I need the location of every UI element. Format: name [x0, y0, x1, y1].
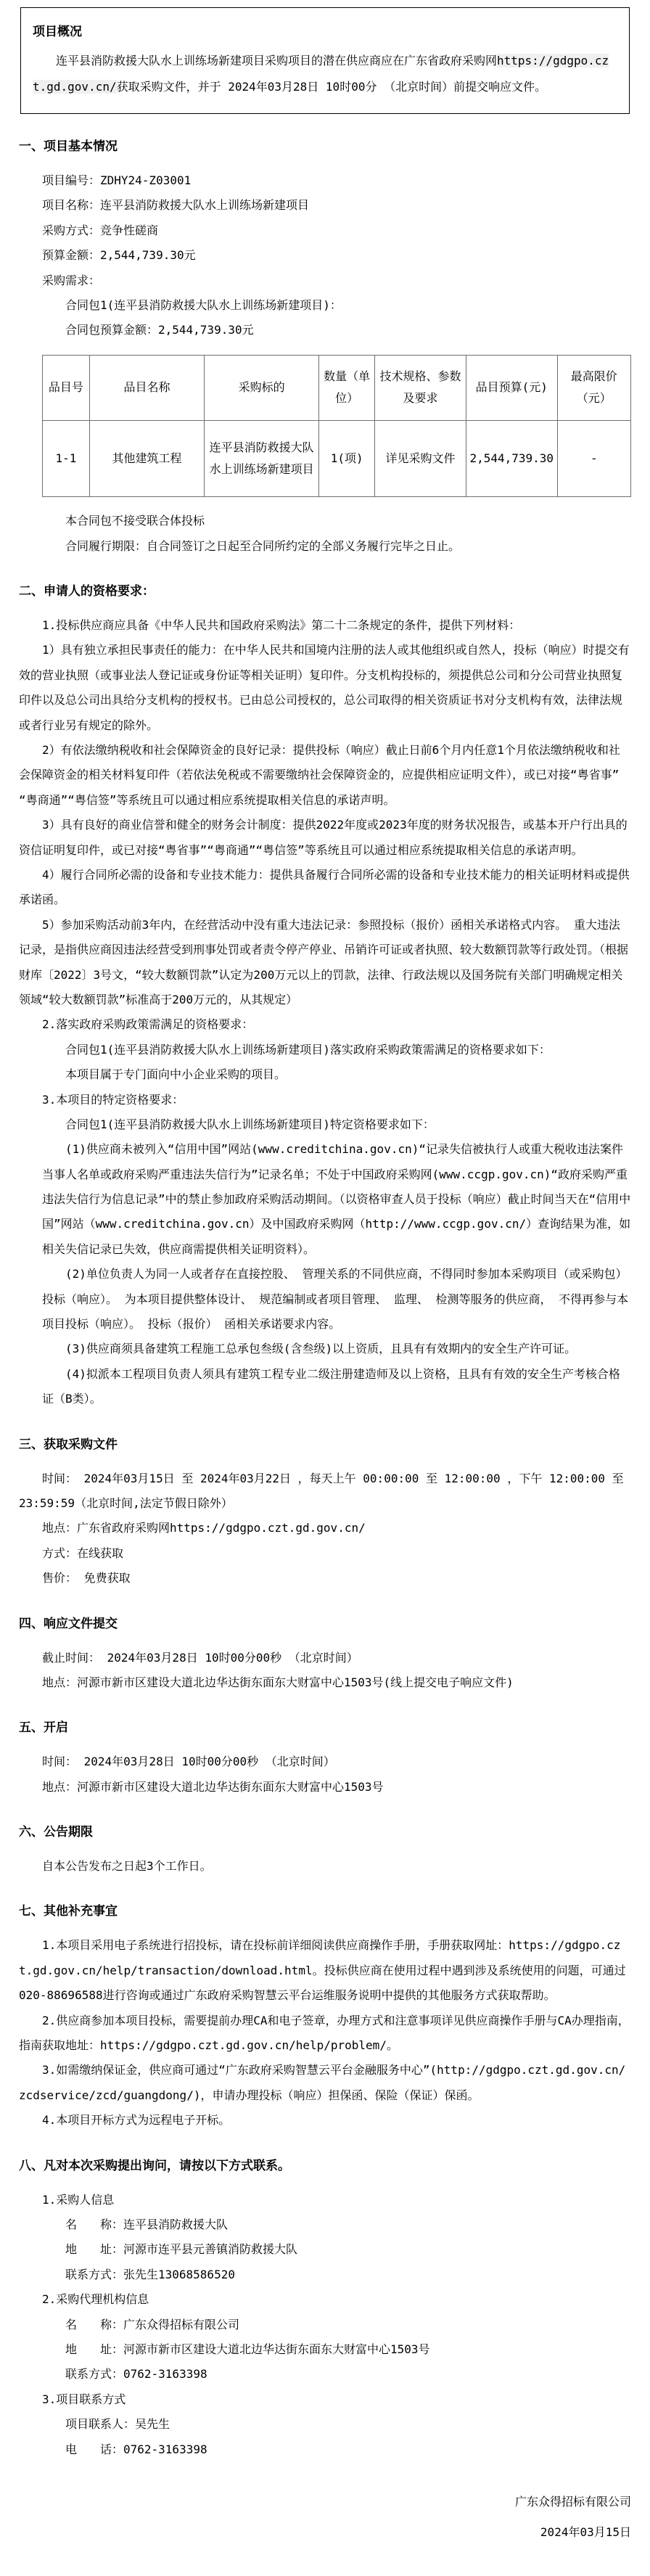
overview-title: 项目概况 [33, 25, 82, 39]
paragraph: 2）有依法缴纳税收和社会保障资金的良好记录：提供投标（响应）截止日前6个月内任意1个月依法缴纳税收和社会保障资金的相关材料复印件（若依法免税或不需要缴纳社会保障资金的，应提供相应证明文件），或已对接“粤省事”“粤商通”“粤信签”等系统且可以通过相应系统提取相关信息的承诺声明。 [19, 743, 620, 807]
section-heading: 一、项目基本情况 [19, 139, 118, 154]
overview-text [33, 48, 617, 100]
paragraph: 3.项目联系方式 [42, 2392, 126, 2406]
paragraph: 合同包1(连平县消防救援大队水上训练场新建项目)特定资格要求如下： [65, 1117, 435, 1131]
paragraph: 4）履行合同所必需的设备和专业技术能力：提供具备履行合同所必需的设备和专业技术能力的相关证明材料或提供承诺函。 [19, 867, 630, 907]
paragraph: 截止时间： 2024年03月28日 10时00分00秒 （北京时间） [42, 1650, 358, 1665]
table-header-row [43, 355, 631, 420]
paragraph: 采购需求： [42, 273, 101, 287]
overview-url: https://gdgpo.czt.gd.gov.cn/ [33, 54, 609, 94]
paragraph: 项目编号：ZDHY24-Z03001 [42, 173, 192, 187]
table-body [43, 420, 631, 497]
table-header-cell: 品目号 [43, 355, 90, 420]
paragraph: 1）具有独立承担民事责任的能力：在中华人民共和国境内注册的法人或其他组织或自然人，投标（响应）时提交有效的营业执照（或事业法人登记证或身份证等相关证明）复印件。分支机构投标的，须提供总公司和分公司营业执照复印件以及总公司出具给分支机构的授权书。已由总公司授权的，总公司取得的相关资质证书对分支机构有效，法律法规或者行业另有规定的除外。 [19, 643, 630, 732]
paragraph: 合同包预算金额：2,544,739.30元 [65, 323, 254, 337]
paragraph: 2.采购代理机构信息 [42, 2292, 149, 2307]
section [19, 1613, 631, 1696]
table-cell: 详见采购文件 [375, 420, 466, 497]
section [19, 1717, 631, 1800]
project-overview-box [20, 7, 630, 114]
paragraph: 电 话：0762-3163398 [65, 2442, 207, 2456]
paragraph: 项目联系人：吴先生 [65, 2417, 170, 2432]
section [19, 1900, 631, 2133]
paragraph: 3.如需缴纳保证金，供应商可通过“广东政府采购智慧云平台金融服务中心”(http://gdgpo.czt.gd.gov.cn/zcdservice/zcd/guangdong/)，申请办理投标（响应）担保函、保险（保证）保函。 [19, 2063, 626, 2102]
table-header-cell: 数量（单位） [319, 355, 375, 420]
paragraph: 地 址：河源市新市区建设大道北边华达街东面东大财富中心1503号 [65, 2342, 430, 2356]
paragraph: 名 称：广东众得招标有限公司 [65, 2317, 240, 2331]
paragraph: 合同包1(连平县消防救援大队水上训练场新建项目)落实政府采购政策需满足的资格要求如下： [65, 1042, 551, 1057]
procurement-table [42, 355, 631, 498]
overview-text-after-url: 获取采购文件，并于 2024年03月28日 10时00分 （北京时间）前提交响应文件。 [116, 80, 547, 94]
paragraph: 方式：在线获取 [42, 1546, 124, 1560]
paragraph: 2.供应商参加本项目投标，需要提前办理CA和电子签章，办理方式和注意事项详见供应商操作手册与CA办理指南，指南获取地址：https://gdgpo.czt.gd.gov.cn/help/problem/。 [19, 2013, 630, 2053]
paragraph: 时间： 2024年03月28日 10时00分00秒 （北京时间） [42, 1755, 335, 1769]
section [19, 136, 631, 559]
paragraph: (3)供应商须具备建筑工程施工总承包叁级(含叁级)以上资质，且具有有效期内的安全生产许可证。 [65, 1342, 577, 1356]
table-cell: 1-1 [43, 420, 90, 497]
paragraph: 时间： 2024年03月15日 至 2024年03月22日 ，每天上午 00:00:00 至 12:00:00 ，下午 12:00:00 至 23:59:59（北京时间,法定节假日除外） [19, 1471, 624, 1510]
table-head [43, 355, 631, 420]
paragraph: 2.落实政府采购政策需满足的资格要求： [42, 1017, 254, 1032]
footer-company: 广东众得招标有限公司 [514, 2494, 631, 2509]
paragraph: 合同包1(连平县消防救援大队水上训练场新建项目)： [65, 298, 342, 312]
paragraph: 合同履行期限：自合同签订之日起至合同所约定的全部义务履行完毕之日止。 [65, 538, 461, 553]
section-heading: 八、凡对本次采购提出询问，请按以下方式联系。 [19, 2158, 290, 2173]
paragraph: 地点：河源市新市区建设大道北边华达街东面东大财富中心1503号(线上提交电子响应文件) [42, 1675, 514, 1689]
table-header-cell: 采购标的 [205, 355, 319, 420]
section-heading: 四、响应文件提交 [19, 1616, 118, 1631]
section-heading: 二、申请人的资格要求： [19, 584, 155, 599]
paragraph: 项目名称：连平县消防救援大队水上训练场新建项目 [42, 198, 310, 213]
paragraph: 1.本项目采用电子系统进行招投标，请在投标前详细阅读供应商操作手册，手册获取网址：https://gdgpo.czt.gd.gov.cn/help/transaction/download.html。投标供应商在使用过程中遇到涉及系统使用的问题，可通过020-88696588进行咨询或通过广东政府采购智慧云平台运维服务说明中提供的其他服务方式获取帮助。 [19, 1938, 626, 2003]
sections [19, 136, 631, 2462]
paragraph: 3）具有良好的商业信誉和健全的财务会计制度：提供2022年度或2023年度的财务状况报告，或基本开户行出具的资信证明复印件，或已对接“粤省事”“粤商通”“粤信签”等系统且可以通过相应系统提取相关信息的承诺声明。 [19, 818, 628, 857]
table-header-cell: 最高限价（元） [557, 355, 630, 420]
paragraph: 联系方式：0762-3163398 [65, 2367, 207, 2382]
paragraph: (4)拟派本工程项目负责人须具有建筑工程专业二级注册建造师及以上资格，且具有有效的安全生产考核合格证（B类）。 [42, 1366, 620, 1406]
paragraph: 本项目属于专门面向中小企业采购的项目。 [65, 1067, 287, 1082]
section-heading: 七、其他补充事宜 [19, 1904, 118, 1919]
section-heading: 五、开启 [19, 1720, 68, 1736]
paragraph: 地 址：河源市连平县元善镇消防救援大队 [65, 2242, 298, 2257]
paragraph: 5）参加采购活动前3年内，在经营活动中没有重大违法记录：参照投标（报价）函相关承诺格式内容。 重大违法记录，是指供应商因违法经营受到刑事处罚或者责令停产停业、吊销许可证或者执照、较大数额罚款等行政处罚。（根据财库〔2022〕3号文，“较大数额罚款”认定为200万元以上的罚款，法律、行政法规以及国务院有关部门明确规定相关领域“较大数额罚款”标准高于200万元的，从其规定） [19, 917, 629, 1006]
table-cell: 1(项) [319, 420, 375, 497]
paragraph: (1)供应商未被列入“信用中国”网站(www.creditchina.gov.cn)“记录失信被执行人或重大税收违法案件当事人名单或政府采购严重违法失信行为”记录名单；不处于中国政府采购网(www.ccgp.gov.cn)“政府采购严重违法失信行为信息记录”中的禁止参加政府采购活动期间。（以资格审查人员于投标（响应）截止时间当天在“信用中国”网站（www.creditchina.gov.cn）及中国政府采购网（http://www.ccgp.gov.cn/）查询结果为准，如相关失信记录已失效，供应商需提供相关证明资料）。 [42, 1142, 631, 1256]
section [19, 581, 631, 1412]
footer-date: 2024年03月15日 [540, 2524, 631, 2539]
paragraph: 4.本项目开标方式为远程电子开标。 [42, 2113, 231, 2128]
table-cell: 2,544,739.30 [466, 420, 557, 497]
section [19, 2155, 631, 2462]
paragraph: 地点：广东省政府采购网https://gdgpo.czt.gd.gov.cn/ [42, 1521, 366, 1535]
table-cell: - [557, 420, 630, 497]
paragraph: 地点：河源市新市区建设大道北边华达街东面东大财富中心1503号 [42, 1779, 384, 1794]
paragraph: 自本公告发布之日起3个工作日。 [42, 1859, 212, 1874]
paragraph: 预算金额：2,544,739.30元 [42, 248, 196, 263]
table-header-cell: 品目预算(元) [466, 355, 557, 420]
table-row [43, 420, 631, 497]
table-header-cell: 品目名称 [89, 355, 204, 420]
table-header-cell: 技术规格、参数及要求 [375, 355, 466, 420]
table-cell: 其他建筑工程 [89, 420, 204, 497]
section [19, 1821, 631, 1879]
paragraph: 采购方式：竞争性磋商 [42, 223, 159, 237]
table-cell: 连平县消防救援大队水上训练场新建项目 [205, 420, 319, 497]
section-heading: 六、公告期限 [19, 1825, 93, 1840]
paragraph: 1.采购人信息 [42, 2192, 115, 2207]
overview-text-before-url: 连平县消防救援大队水上训练场新建项目采购项目的潜在供应商应在广东省政府采购网 [56, 54, 498, 67]
paragraph: 名 称：连平县消防救援大队 [65, 2218, 229, 2231]
paragraph: 本合同包不接受联合体投标 [65, 514, 205, 528]
section-heading: 三、获取采购文件 [19, 1437, 118, 1452]
footer [19, 2487, 631, 2547]
paragraph: 3.本项目的特定资格要求： [42, 1092, 184, 1107]
paragraph: 联系方式：张先生13068586520 [65, 2267, 235, 2281]
paragraph: (2)单位负责人为同一人或者存在直接控股、 管理关系的不同供应商，不得同时参加本采购项目（或采购包）投标（响应）。 为本项目提供整体设计、 规范编制或者项目管理、 监理、 检测等服务的供应商， 不得再参与本项目投标（响应）。 投标（报价） 函相关承诺要求内容。 [42, 1267, 629, 1332]
paragraph: 售价： 免费获取 [42, 1571, 131, 1586]
paragraph: 1.投标供应商应具备《中华人民共和国政府采购法》第二十二条规定的条件，提供下列材料： [42, 618, 521, 633]
section [19, 1434, 631, 1591]
